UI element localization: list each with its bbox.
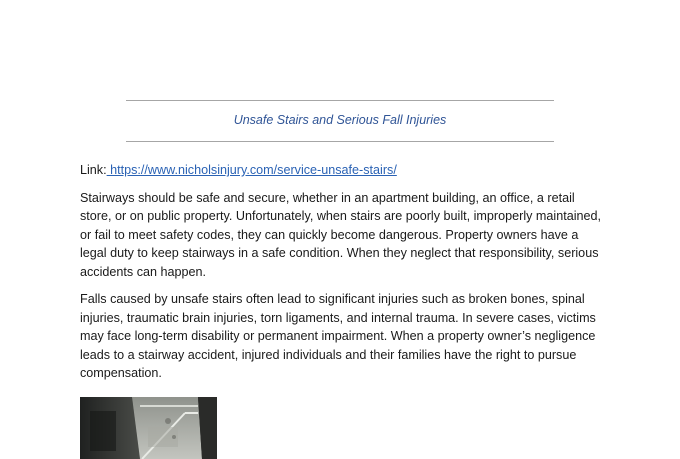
link-label: Link:	[80, 163, 107, 177]
document-title: Unsafe Stairs and Serious Fall Injuries	[233, 113, 447, 127]
link-line	[80, 161, 602, 180]
document-body	[80, 161, 602, 392]
title-top-rule	[126, 100, 554, 101]
paragraph-injuries: Falls caused by unsafe stairs often lead to significant injuries such as broken bones, spinal injuries, traumatic brain injuries, torn ligaments, and internal trauma. In severe cases, victims may face long-term disability or permanent impairment. When a property owner’s negligence leads to a stairway accident, injured individuals and their families have the right to pursue compensation.	[80, 292, 596, 380]
stairwell-photo	[80, 397, 217, 459]
title-bottom-rule	[126, 141, 554, 142]
source-link[interactable]: https://www.nicholsinjury.com/service-unsafe-stairs/	[106, 163, 397, 177]
paragraph-intro: Stairways should be safe and secure, whether in an apartment building, an office, a retail store, or on public property. Unfortunately, when stairs are poorly built, improperly maintained, or fail to meet safety codes, they can quickly become dangerous. Property owners have a legal duty to keep stairways in a safe condition. When they neglect that responsibility, serious accidents can happen.	[80, 190, 602, 279]
